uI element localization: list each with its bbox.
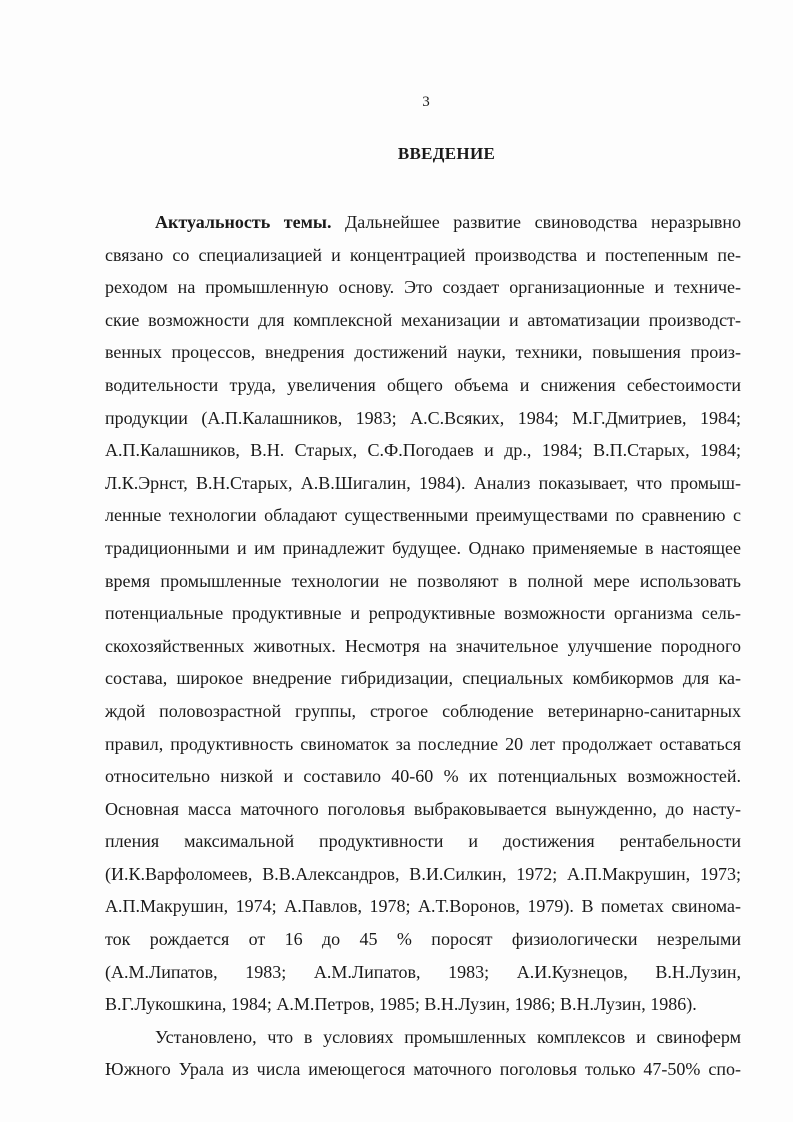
- paragraph-line: В.Г.Лукошкина, 1984; А.М.Петров, 1985; В.Н.Лузин, 1986; В.Н.Лузин, 1986).: [105, 994, 697, 1015]
- paragraph-line: Л.К.Эрнст, В.Н.Старых, А.В.Шигалин, 1984). Анализ показывает, что промыш-: [105, 472, 741, 493]
- paragraph-line: время промышленные технологии не позволяют в полной мере использовать: [105, 570, 741, 591]
- paragraph-line: венных процессов, внедрения достижений науки, техники, повышения произ-: [105, 342, 741, 363]
- paragraph-line: продукции (А.П.Калашников, 1983; А.С.Всяких, 1984; М.Г.Дмитриев, 1984;: [105, 407, 741, 428]
- paragraph-line: состава, широкое внедрение гибридизации, специальных комбикормов для ка-: [105, 668, 741, 689]
- body-text: [105, 206, 741, 1086]
- paragraph-line: скохозяйственных животных. Несмотря на значительное улучшение породного: [105, 635, 741, 656]
- paragraph-line: (А.М.Липатов, 1983; А.М.Липатов, 1983; А.И.Кузнецов, В.Н.Лузин,: [105, 961, 741, 982]
- page-number: 3: [422, 94, 430, 110]
- paragraph-line: потенциальные продуктивные и репродуктивные возможности организма сель-: [105, 603, 741, 624]
- paragraph-line: А.П.Макрушин, 1974; А.Павлов, 1978; А.Т.Воронов, 1979). В пометах свинома-: [105, 896, 741, 917]
- paragraph-line: ток рождается от 16 до 45 % поросят физиологически незрелыми: [105, 929, 741, 950]
- paragraph-line-text: Дальнейшее развитие свиноводства неразрывно: [331, 212, 741, 232]
- paragraph-line: пления максимальной продуктивности и достижения рентабельности: [105, 831, 741, 852]
- paragraph-line: связано со специализацией и концентрацией производства и постепенным пе-: [105, 244, 741, 265]
- paragraph-line: ленные технологии обладают существенными преимуществами по сравнению с: [105, 505, 741, 526]
- paragraph-line: ские возможности для комплексной механизации и автоматизации производст-: [105, 309, 741, 330]
- paragraph-line: Установлено, что в условиях промышленных комплексов и свиноферм: [155, 1026, 741, 1047]
- paragraph-line: Южного Урала из числа имеющегося маточного поголовья только 47-50% спо-: [105, 1059, 741, 1080]
- paragraph-line: традиционными и им принадлежит будущее. Однако применяемые в настоящее: [105, 537, 741, 558]
- paragraph-line: водительности труда, увеличения общего объема и снижения себестоимости: [105, 374, 741, 395]
- paragraph-line: реходом на промышленную основу. Это создает организационные и техниче-: [105, 277, 741, 298]
- paragraph-line: [105, 206, 741, 239]
- section-heading: ВВЕДЕНИЕ: [397, 144, 496, 163]
- paragraph-line: Основная масса маточного поголовья выбраковывается вынужденно, до насту-: [105, 798, 741, 819]
- paragraph-line: А.П.Калашников, В.Н. Старых, С.Ф.Погодаев и др., 1984; В.П.Старых, 1984;: [105, 440, 741, 461]
- paragraph-lead: Актуальность темы.: [155, 212, 332, 232]
- paragraph-line: относительно низкой и составило 40-60 % их потенциальных возможностей.: [105, 766, 741, 787]
- paragraph-line: (И.К.Варфоломеев, В.В.Александров, В.И.Силкин, 1972; А.П.Макрушин, 1973;: [105, 863, 741, 884]
- paragraph-line: правил, продуктивность свиноматок за последние 20 лет продолжает оставаться: [105, 733, 741, 754]
- paragraph-line: ждой половозрастной группы, строгое соблюдение ветеринарно-санитарных: [105, 700, 741, 721]
